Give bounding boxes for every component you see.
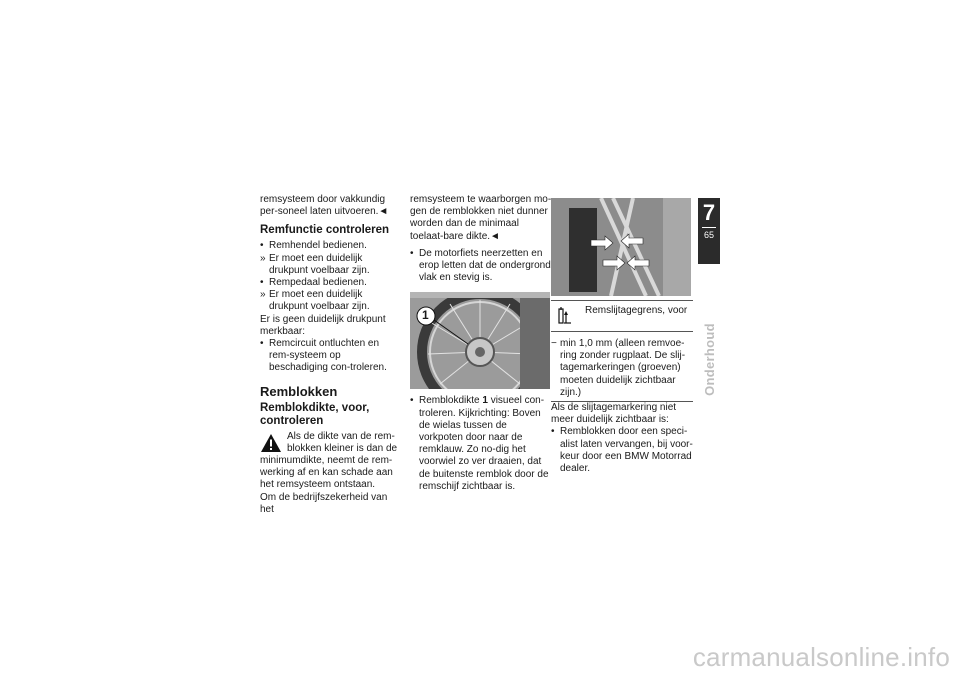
list-item: » Er moet een duidelijk drukpunt voelbaar zijn. [260, 252, 370, 276]
front-wheel-photo [410, 292, 550, 389]
instruction-list [260, 240, 402, 313]
brake-caliper-photo [551, 198, 691, 296]
instruction-list [410, 248, 552, 285]
list-item: • Remhendel bedienen. [260, 240, 367, 252]
instruction-list [410, 395, 552, 493]
heading-brake-function: Remfunctie controleren [260, 224, 390, 237]
wear-limit-header [551, 301, 693, 332]
section-name: Onderhoud [701, 323, 717, 396]
list-item: • De motorfiets neerzetten en erop letten dat de ondergrond vlak en stevig is. [410, 247, 551, 284]
chapter-tab [698, 198, 720, 264]
photo-callout-label: 1 [422, 308, 429, 323]
list-item: • Rempedaal bedienen. [260, 277, 367, 289]
column-right [551, 198, 693, 475]
watermark: carmanualsonline.info [692, 642, 950, 672]
heading-brake-pads: Remblokken [260, 383, 338, 399]
warning-block [260, 431, 402, 492]
chapter-number: 7 [702, 200, 716, 225]
spec-list [551, 338, 693, 399]
section-side-label [695, 323, 723, 396]
heading-pad-thickness: Remblokdikte, voor, controleren [260, 401, 370, 427]
wear-limit-box [551, 300, 693, 402]
wear-limit-title: Remslijtagegrens, voor [585, 305, 688, 316]
list-item: » Er moet een duidelijk drukpunt voelbaar zijn. [260, 289, 370, 313]
divider [702, 227, 716, 228]
wrench-gauge-icon [557, 307, 575, 325]
instruction-list [551, 426, 693, 475]
warning-triangle-icon [260, 433, 282, 453]
instruction-list [260, 338, 402, 375]
wear-limit-body [551, 332, 693, 401]
spec-item: − min 1,0 mm (alleen remvoe-ring zonder rugplaat. De slij-tagemarkeringen (groeven) moeten duidelijk zichtbaar zijn.) [551, 338, 686, 398]
page-number: 65 [703, 230, 714, 240]
list-item: • Remblokdikte 1 visueel con-troleren. Kijkrichting: Boven de wielas tussen de vorkpoten door naar de remklauw. Zo no-dig het voorwiel zo ver draaien, dat de buitenste remblok door de remschijf zichtbaar is. [410, 395, 549, 492]
paragraph: Als de slijtagemarkering niet meer duidelijk zichtbaar is: [551, 402, 677, 426]
paragraph: Er is geen duidelijk drukpunt merkbaar: [260, 313, 386, 337]
paragraph: Om de bedrijfszekerheid van het [260, 491, 388, 515]
list-item: • Remcircuit ontluchten en rem-systeem op beschadiging con-troleren. [260, 338, 387, 374]
column-left [260, 194, 402, 516]
column-middle [410, 194, 552, 493]
list-item: • Remblokken door een speci-alist laten vervangen, bij voor-keur door een BMW Motorrad dealer. [551, 426, 693, 475]
paragraph: remsysteem door vakkundig per-soneel laten uitvoeren.◄ [260, 194, 389, 218]
warning-text: Als de dikte van de rem-blokken kleiner is dan de minimumdikte, neemt de rem-werking af en kan schade aan het remsysteem ontstaan. [260, 430, 398, 491]
paragraph: remsysteem te waarborgen mo-gen de remblokken niet dunner worden dan de minimaal toelaat-bare dikte.◄ [410, 194, 552, 242]
